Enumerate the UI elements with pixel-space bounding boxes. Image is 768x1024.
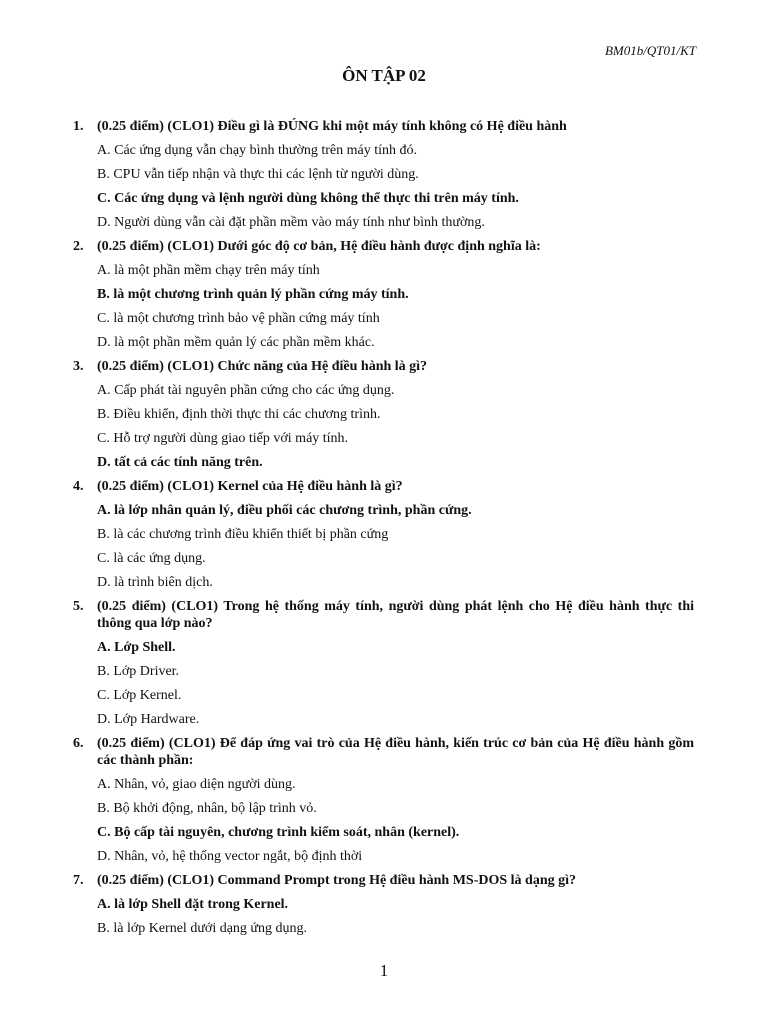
question-heading xyxy=(73,872,694,896)
question-item xyxy=(0,358,768,478)
answer-option: C. Hỗ trợ người dùng giao tiếp với máy tính. xyxy=(97,431,349,446)
answer-option-correct: C. Các ứng dụng và lệnh người dùng không thể thực thi trên máy tính. xyxy=(97,191,519,206)
question-heading xyxy=(73,478,694,502)
question-heading xyxy=(73,238,694,262)
answer-option: B. là lớp Kernel dưới dạng ứng dụng. xyxy=(97,921,308,936)
answer-option: B. Điều khiển, định thời thực thi các chương trình. xyxy=(97,407,381,422)
question-text: (0.25 điểm) (CLO1) Command Prompt trong Hệ điều hành MS-DOS là dạng gì? xyxy=(97,873,577,888)
question-text: (0.25 điểm) (CLO1) Để đáp ứng vai trò của Hệ điều hành, kiến trúc cơ bản của Hệ điều hành gồm các thành phần: xyxy=(97,736,694,768)
answer-option: B. CPU vẫn tiếp nhận và thực thi các lệnh từ người dùng. xyxy=(97,167,419,182)
answer-option: B. Bộ khởi động, nhân, bộ lập trình vỏ. xyxy=(97,801,317,816)
question-text: (0.25 điểm) (CLO1) Dưới góc độ cơ bản, Hệ điều hành được định nghĩa là: xyxy=(97,239,541,254)
answer-option: D. Nhân, vỏ, hệ thống vector ngắt, bộ định thời xyxy=(97,849,363,864)
question-heading xyxy=(73,118,694,142)
question-text: (0.25 điểm) (CLO1) Điều gì là ĐÚNG khi một máy tính không có Hệ điều hành xyxy=(97,119,567,134)
answer-option: A. Các ứng dụng vẫn chạy bình thường trên máy tính đó. xyxy=(97,143,418,158)
answer-option-correct: C. Bộ cấp tài nguyên, chương trình kiểm soát, nhân (kernel). xyxy=(97,825,460,840)
answer-option: D. Người dùng vẫn cài đặt phần mềm vào máy tính như bình thường. xyxy=(97,215,485,230)
question-number: 7. xyxy=(73,873,84,888)
answer-option-correct: B. là một chương trình quản lý phần cứng máy tính. xyxy=(97,287,409,302)
question-number: 3. xyxy=(73,359,84,374)
question-heading xyxy=(73,358,694,382)
question-number: 1. xyxy=(73,119,84,134)
answer-option-correct: A. Lớp Shell. xyxy=(97,640,176,655)
answer-option: C. Lớp Kernel. xyxy=(97,688,182,703)
answer-option: A. là một phần mềm chạy trên máy tính xyxy=(97,263,320,278)
answer-option-correct: A. là lớp nhân quản lý, điều phối các chương trình, phần cứng. xyxy=(97,503,472,518)
question-list xyxy=(0,118,768,944)
answer-option: A. Nhân, vỏ, giao diện người dùng. xyxy=(97,777,296,792)
answer-option: B. là các chương trình điều khiển thiết bị phần cứng xyxy=(97,527,389,542)
question-text: (0.25 điểm) (CLO1) Chức năng của Hệ điều hành là gì? xyxy=(97,359,428,374)
page-title: ÔN TẬP 02 xyxy=(342,66,426,85)
question-item xyxy=(0,238,768,358)
answer-option: B. Lớp Driver. xyxy=(97,664,180,679)
answer-option: D. là một phần mềm quản lý các phần mềm khác. xyxy=(97,335,375,350)
question-heading xyxy=(73,598,694,639)
question-text: (0.25 điểm) (CLO1) Trong hệ thống máy tính, người dùng phát lệnh cho Hệ điều hành thực thi thông qua lớp nào? xyxy=(97,599,694,631)
answer-option-correct: A. là lớp Shell đặt trong Kernel. xyxy=(97,897,289,912)
question-heading xyxy=(73,735,694,776)
answer-option: D. là trình biên dịch. xyxy=(97,575,213,590)
question-number: 4. xyxy=(73,479,84,494)
question-text: (0.25 điểm) (CLO1) Kernel của Hệ điều hành là gì? xyxy=(97,479,403,494)
question-number: 2. xyxy=(73,239,84,254)
question-number: 6. xyxy=(73,736,84,751)
answer-option-correct: D. tất cả các tính năng trên. xyxy=(97,455,263,470)
answer-option: A. Cấp phát tài nguyên phần cứng cho các ứng dụng. xyxy=(97,383,395,398)
answer-option: D. Lớp Hardware. xyxy=(97,712,200,727)
question-item xyxy=(0,872,768,944)
answer-option: C. là một chương trình bảo vệ phần cứng máy tính xyxy=(97,311,380,326)
document-code: BM01b/QT01/KT xyxy=(604,43,696,58)
question-item xyxy=(0,735,768,872)
question-item xyxy=(0,478,768,598)
question-item xyxy=(0,118,768,238)
question-number: 5. xyxy=(73,599,84,614)
question-item xyxy=(0,598,768,735)
page-number: 1 xyxy=(379,961,389,980)
answer-option: C. là các ứng dụng. xyxy=(97,551,206,566)
